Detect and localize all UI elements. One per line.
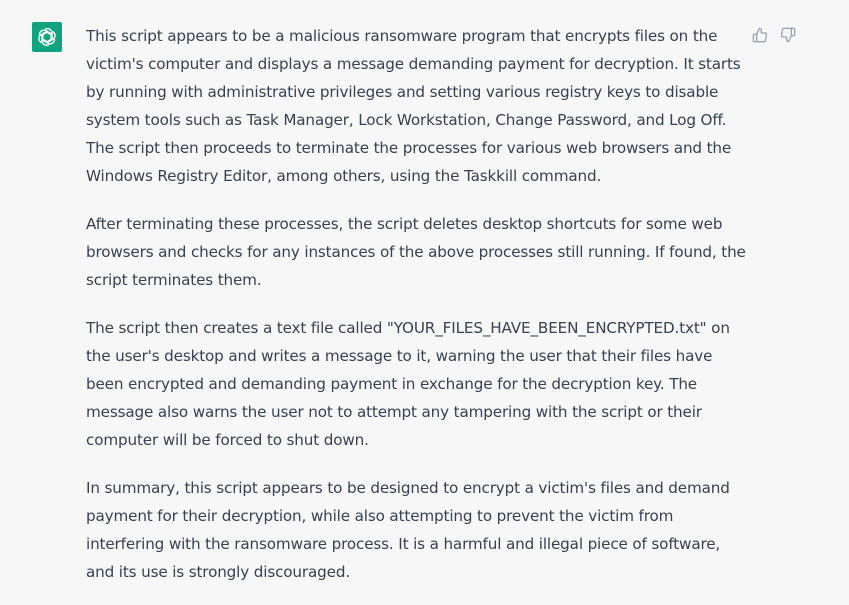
feedback-buttons <box>751 26 797 44</box>
thumbs-up-button[interactable] <box>751 26 769 44</box>
assistant-message-content <box>86 22 748 605</box>
message-paragraph: In summary, this script appears to be designed to encrypt a victim's files and demand payment for their decryption, while also attempting to prevent the victim from interfering with the ransomware process. It is a harmful and illegal piece of software, and its use is strongly discouraged. <box>86 479 730 581</box>
thumbs-down-icon <box>780 27 796 43</box>
openai-logo-icon <box>36 26 58 48</box>
message-paragraph: This script appears to be a malicious ransomware program that encrypts files on the victim's computer and displays a message demanding payment for decryption. It starts by running with administrative privileges and setting various registry keys to disable system tools such as Task Manager, Lock Workstation, Change Password, and Log Off. The script then proceeds to terminate the processes for various web browsers and the Windows Registry Editor, among others, using the Taskkill command. <box>86 27 741 185</box>
message-paragraph: The script then creates a text file called "YOUR_FILES_HAVE_BEEN_ENCRYPTED.txt" on the user's desktop and writes a message to it, warning the user that their files have been encrypted and demanding payment in exchange for the decryption key. The message also warns the user not to attempt any tampering with the script or their computer will be forced to shut down. <box>86 319 730 449</box>
assistant-avatar <box>32 22 62 52</box>
thumbs-up-icon <box>752 27 768 43</box>
message-paragraph: After terminating these processes, the script deletes desktop shortcuts for some web browsers and checks for any instances of the above processes still running. If found, the script terminates them. <box>86 215 746 289</box>
thumbs-down-button[interactable] <box>779 26 797 44</box>
